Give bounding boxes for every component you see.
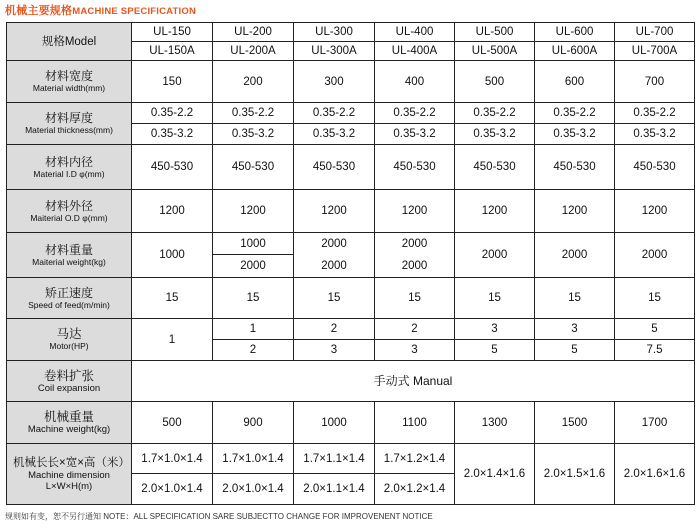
- weight-cell: 2000: [294, 255, 375, 278]
- thickness-cell: 0.35-3.2: [294, 124, 375, 145]
- machine-weight-cell: 1500: [535, 402, 615, 444]
- model-cell: UL-700: [615, 23, 695, 42]
- model-cell: UL-500A: [455, 42, 535, 61]
- thickness-cell: 0.35-3.2: [455, 124, 535, 145]
- motor-cell: 1: [213, 319, 294, 340]
- motor-cell: 5: [615, 319, 695, 340]
- speed-cell: 15: [132, 278, 213, 319]
- motor-cell: 2: [294, 319, 375, 340]
- dimension-label-en1: Machine dimension: [28, 470, 110, 481]
- thickness-cell: 0.35-2.2: [213, 103, 294, 124]
- outer-dia-cell: 1200: [132, 190, 213, 233]
- speed-cell: 15: [455, 278, 535, 319]
- outer-dia-row: [7, 190, 695, 233]
- width-row: [7, 61, 695, 103]
- model-row-top: [7, 23, 695, 42]
- thickness-cell: 0.35-2.2: [535, 103, 615, 124]
- speed-cell: 15: [535, 278, 615, 319]
- weight-label: [7, 233, 132, 278]
- weight-cell: 2000: [294, 233, 375, 255]
- outer-dia-cell: 1200: [455, 190, 535, 233]
- model-cell: UL-150A: [132, 42, 213, 61]
- dimension-label-cn: 机械长长×宽×高（米）: [13, 457, 130, 469]
- weight-cell: 2000: [615, 233, 695, 278]
- motor-cell: 3: [375, 340, 455, 361]
- thickness-cell: 0.35-2.2: [615, 103, 695, 124]
- thickness-cell: 0.35-3.2: [213, 124, 294, 145]
- outer-dia-label-en: Maiterial O.D φ(mm): [30, 212, 108, 223]
- speed-label-en: Speed of feed(m/min): [28, 299, 110, 310]
- dimension-cell: 1.7×1.1×1.4: [294, 444, 375, 474]
- dimension-cell: 2.0×1.4×1.6: [455, 444, 535, 505]
- machine-weight-cell: 1300: [455, 402, 535, 444]
- inner-dia-cell: 450-530: [535, 145, 615, 190]
- motor-cell: 3: [455, 319, 535, 340]
- model-cell: UL-400: [375, 23, 455, 42]
- spec-title: [5, 3, 196, 19]
- thickness-cell: 0.35-3.2: [535, 124, 615, 145]
- width-label-cn: 材料宽度: [44, 69, 93, 83]
- coil-label-en: Coil expansion: [37, 382, 101, 394]
- weight-cell: 2000: [535, 233, 615, 278]
- thickness-cell: 0.35-2.2: [132, 103, 213, 124]
- inner-dia-cell: 450-530: [375, 145, 455, 190]
- coil-label-cn: 卷料扩张: [43, 368, 94, 383]
- motor-label-en: Motor(HP): [49, 341, 89, 351]
- machine-weight-cell: 1000: [294, 402, 375, 444]
- speed-label: [7, 278, 132, 319]
- model-cell: UL-600A: [535, 42, 615, 61]
- inner-dia-label-cn: 材料内径: [44, 154, 93, 169]
- machine-weight-label: [7, 402, 132, 444]
- weight-cell: 2000: [455, 233, 535, 278]
- model-cell: UL-300A: [294, 42, 375, 61]
- dimension-cell: 2.0×1.2×1.4: [375, 474, 455, 505]
- motor-label-cn: 马达: [56, 327, 82, 341]
- specification-table: [6, 22, 695, 505]
- speed-label-cn: 矫正速度: [44, 285, 93, 300]
- width-label: [7, 61, 132, 103]
- weight-cell: 2000: [375, 233, 455, 255]
- dimension-cell: 1.7×1.0×1.4: [132, 444, 213, 474]
- motor-cell: 2: [213, 340, 294, 361]
- motor-cell: 2: [375, 319, 455, 340]
- speed-cell: 15: [615, 278, 695, 319]
- machine-weight-cell: 900: [213, 402, 294, 444]
- model-cell: UL-300: [294, 23, 375, 42]
- motor-cell: 7.5: [615, 340, 695, 361]
- machine-weight-cell: 500: [132, 402, 213, 444]
- dimension-cell: 2.0×1.6×1.6: [615, 444, 695, 505]
- inner-dia-cell: 450-530: [213, 145, 294, 190]
- width-label-en: Material width(mm): [32, 83, 106, 93]
- weight-cell: 2000: [375, 255, 455, 278]
- model-cell: UL-700A: [615, 42, 695, 61]
- outer-dia-cell: 1200: [213, 190, 294, 233]
- outer-dia-cell: 1200: [375, 190, 455, 233]
- outer-dia-label-cn: 材料外径: [44, 198, 93, 213]
- inner-dia-cell: 450-530: [294, 145, 375, 190]
- thickness-label-cn: 材料厚度: [44, 111, 93, 125]
- machine-weight-cell: 1700: [615, 402, 695, 444]
- model-cell: UL-500: [455, 23, 535, 42]
- dimension-cell: 2.0×1.0×1.4: [213, 474, 294, 505]
- speed-row: [7, 278, 695, 319]
- thickness-cell: 0.35-2.2: [294, 103, 375, 124]
- motor-cell: 5: [535, 340, 615, 361]
- width-cell: 200: [213, 61, 294, 103]
- machine-weight-cell: 1100: [375, 402, 455, 444]
- width-cell: 150: [132, 61, 213, 103]
- inner-dia-label-en: Material I.D φ(mm): [33, 168, 105, 179]
- speed-cell: 15: [213, 278, 294, 319]
- width-cell: 700: [615, 61, 695, 103]
- speed-cell: 15: [294, 278, 375, 319]
- thickness-label: [7, 103, 132, 145]
- thickness-cell: 0.35-2.2: [375, 103, 455, 124]
- footnote: 规则如有变，恕不另行通知 NOTE：ALL SPECIFICATION SARE SUBJECTTO CHANGE FOR IMPROVENENT NOTICE: [5, 512, 433, 521]
- thickness-row-top: [7, 103, 695, 124]
- thickness-cell: 0.35-2.2: [455, 103, 535, 124]
- coil-row: [7, 361, 695, 402]
- dimension-cell: 2.0×1.1×1.4: [294, 474, 375, 505]
- dimension-cell: 2.0×1.0×1.4: [132, 474, 213, 505]
- weight-cell: 1000: [213, 233, 294, 255]
- thickness-cell: 0.35-3.2: [132, 124, 213, 145]
- outer-dia-cell: 1200: [535, 190, 615, 233]
- outer-dia-cell: 1200: [615, 190, 695, 233]
- model-cell: UL-150: [132, 23, 213, 42]
- machine-weight-label-en: Machine weight(kg): [27, 424, 111, 435]
- weight-row-top: [7, 233, 695, 255]
- spec-title-en: MACHINE SPECIFICATION: [72, 6, 197, 17]
- weight-label-en: Maiterial weight(kg): [32, 256, 106, 267]
- inner-dia-row: [7, 145, 695, 190]
- inner-dia-cell: 450-530: [132, 145, 213, 190]
- weight-cell: 2000: [213, 255, 294, 278]
- model-cell: UL-200A: [213, 42, 294, 61]
- motor-cell: 3: [535, 319, 615, 340]
- dimension-cell: 1.7×1.2×1.4: [375, 444, 455, 474]
- coil-label: [7, 361, 132, 402]
- model-cell: UL-400A: [375, 42, 455, 61]
- motor-cell: 5: [455, 340, 535, 361]
- inner-dia-cell: 450-530: [615, 145, 695, 190]
- inner-dia-cell: 450-530: [455, 145, 535, 190]
- model-label: 规格Model: [7, 23, 132, 61]
- spec-title-cn: 机械主要规格: [5, 5, 73, 17]
- thickness-cell: 0.35-3.2: [615, 124, 695, 145]
- width-cell: 500: [455, 61, 535, 103]
- dimension-cell: 2.0×1.5×1.6: [535, 444, 615, 505]
- width-cell: 400: [375, 61, 455, 103]
- outer-dia-label: [7, 190, 132, 233]
- motor-cell: 3: [294, 340, 375, 361]
- dimension-row-top: [7, 444, 695, 474]
- thickness-label-en: Material thickness(mm): [25, 125, 113, 135]
- inner-dia-label: [7, 145, 132, 190]
- thickness-cell: 0.35-3.2: [375, 124, 455, 145]
- dimension-label-en2: L×W×H(m): [45, 481, 93, 492]
- width-cell: 300: [294, 61, 375, 103]
- outer-dia-cell: 1200: [294, 190, 375, 233]
- motor-row-top: [7, 319, 695, 340]
- speed-cell: 15: [375, 278, 455, 319]
- machine-weight-row: [7, 402, 695, 444]
- dimension-cell: 1.7×1.0×1.4: [213, 444, 294, 474]
- coil-value: 手动式 Manual: [132, 361, 695, 402]
- motor-label: [7, 319, 132, 361]
- motor-cell: 1: [132, 319, 213, 361]
- weight-label-cn: 材料重量: [44, 242, 93, 257]
- dimension-label: [7, 444, 132, 505]
- model-cell: UL-600: [535, 23, 615, 42]
- weight-cell: 1000: [132, 233, 213, 278]
- machine-weight-label-cn: 机械重量: [43, 410, 94, 424]
- width-cell: 600: [535, 61, 615, 103]
- model-cell: UL-200: [213, 23, 294, 42]
